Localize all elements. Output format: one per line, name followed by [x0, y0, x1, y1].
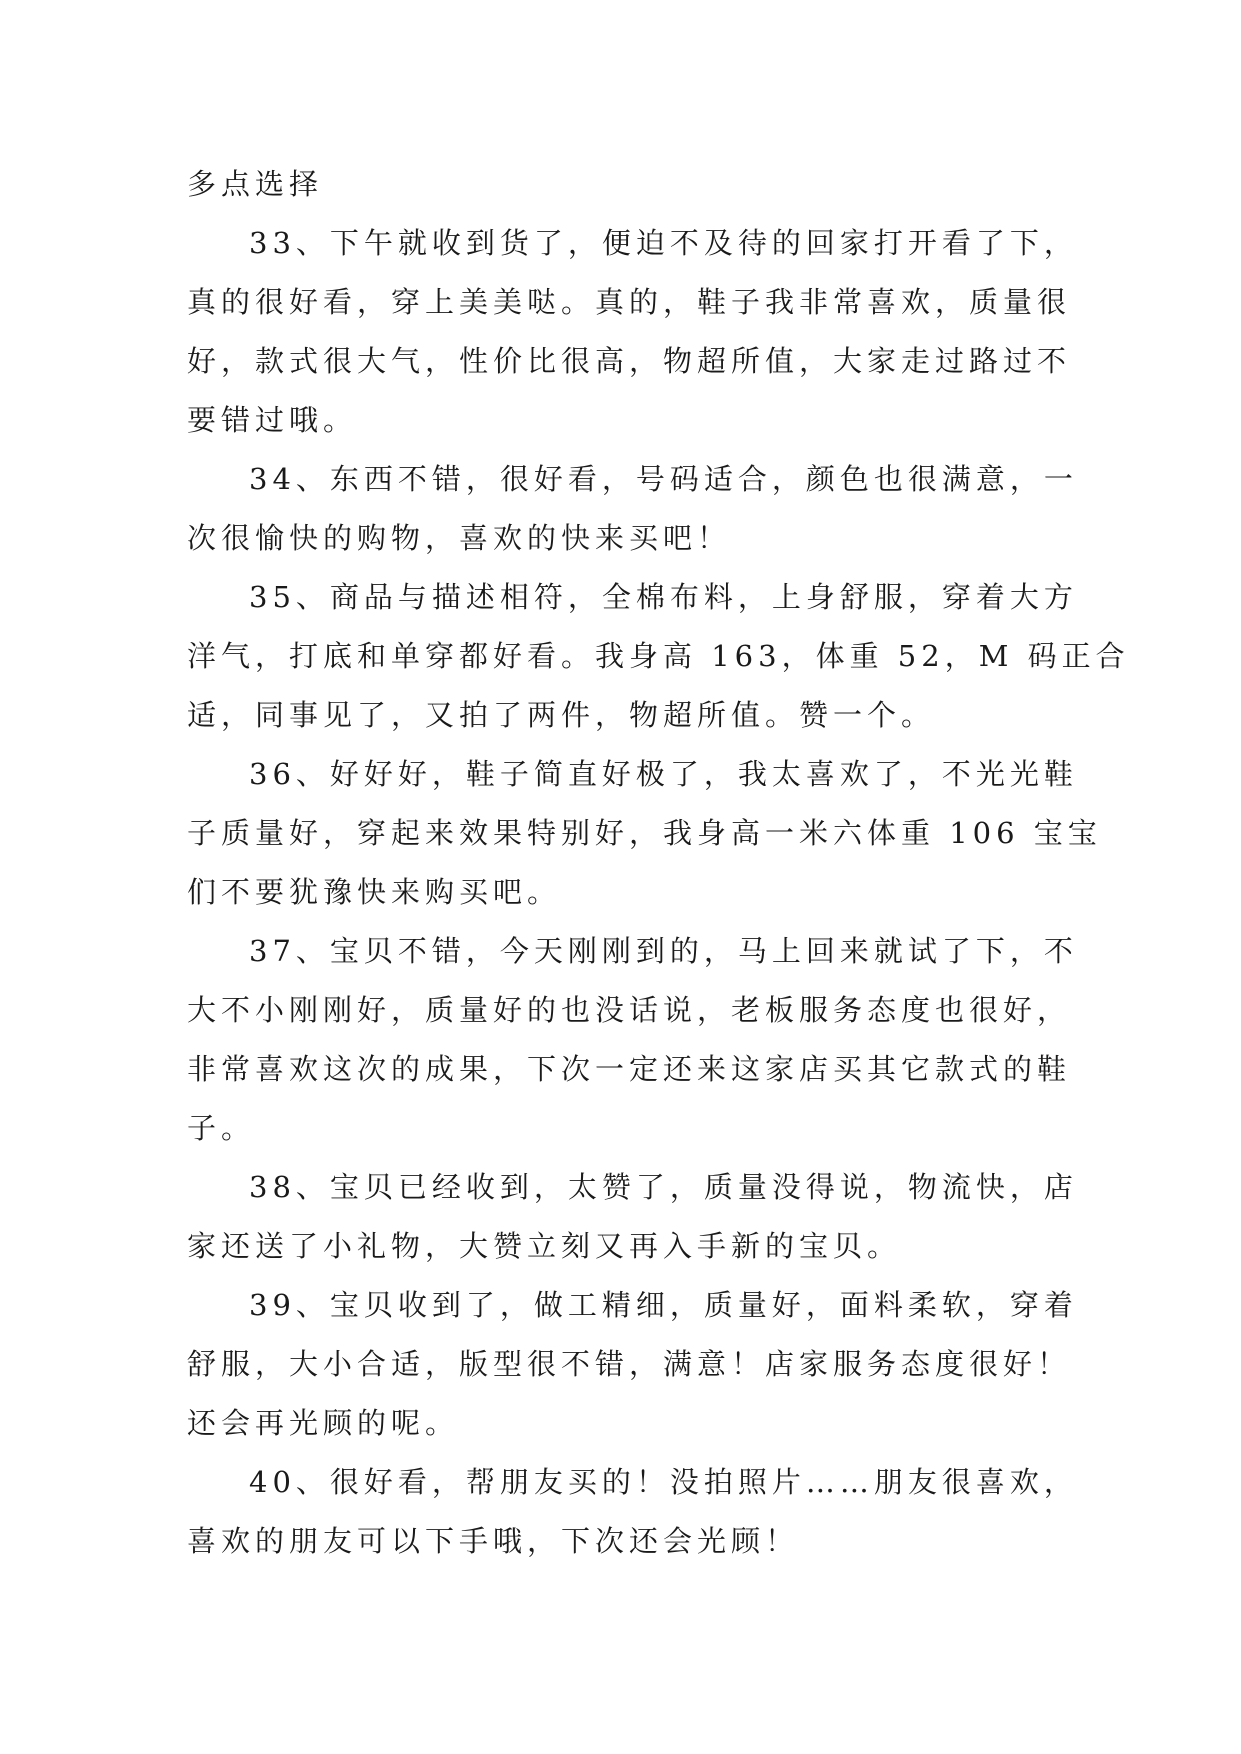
text-line: 39、宝贝收到了，做工精细，质量好，面料柔软，穿着 [249, 1288, 1078, 1322]
text-line: 舒服，大小合适，版型很不错，满意！店家服务态度很好！ [187, 1347, 1072, 1381]
text-line: 适，同事见了，又拍了两件，物超所值。赞一个。 [187, 698, 936, 732]
text-line: 35、商品与描述相符，全棉布料，上身舒服，穿着大方 [249, 580, 1078, 614]
text-line: 要错过哦。 [187, 403, 358, 437]
text-line: 喜欢的朋友可以下手哦，下次还会光顾！ [187, 1524, 800, 1558]
text-line: 们不要犹豫快来购买吧。 [187, 875, 562, 909]
text-line: 40、很好看，帮朋友买的！没拍照片……朋友很喜欢， [249, 1465, 1078, 1499]
text-line: 37、宝贝不错，今天刚刚到的，马上回来就试了下，不 [249, 934, 1078, 968]
text-line: 好，款式很大气，性价比很高，物超所值，大家走过路过不 [187, 344, 1072, 378]
document-body [187, 155, 1130, 1571]
text-line: 子质量好，穿起来效果特别好，我身高一米六体重 106 宝宝 [187, 816, 1102, 850]
text-line: 34、东西不错，很好看，号码适合，颜色也很满意，一 [249, 462, 1078, 496]
text-line: 次很愉快的购物，喜欢的快来买吧！ [187, 521, 732, 555]
text-line: 38、宝贝已经收到，太赞了，质量没得说，物流快，店 [249, 1170, 1078, 1204]
text-line: 多点选择 [187, 167, 324, 201]
text-line: 真的很好看，穿上美美哒。真的，鞋子我非常喜欢，质量很 [187, 285, 1072, 319]
text-line: 大不小刚刚好，质量好的也没话说，老板服务态度也很好， [187, 993, 1072, 1027]
text-line: 36、好好好，鞋子简直好极了，我太喜欢了，不光光鞋 [249, 757, 1078, 791]
text-line: 33、下午就收到货了，便迫不及待的回家打开看了下， [249, 226, 1078, 260]
text-line: 还会再光顾的呢。 [187, 1406, 460, 1440]
text-line: 子。 [187, 1111, 256, 1145]
text-line: 家还送了小礼物，大赞立刻又再入手新的宝贝。 [187, 1229, 902, 1263]
text-line: 洋气，打底和单穿都好看。我身高 163，体重 52，M 码正合 [187, 639, 1130, 673]
text-line: 非常喜欢这次的成果，下次一定还来这家店买其它款式的鞋 [187, 1052, 1072, 1086]
